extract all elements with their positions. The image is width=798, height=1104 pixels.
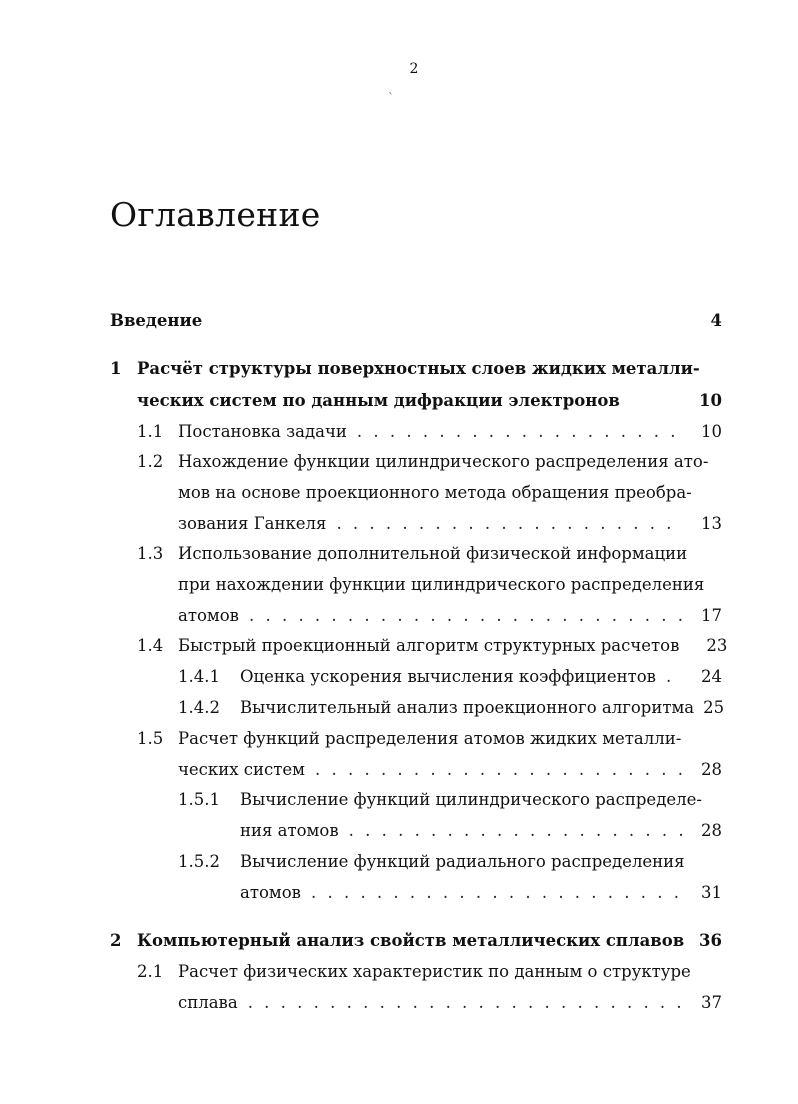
- toc-entry-page: 23: [706, 636, 728, 655]
- section-number: 1.5: [137, 729, 164, 748]
- toc-entry-text: Расчет функций распределения атомов жидких металли-: [178, 729, 682, 748]
- toc-entry-1-5-1-line2[interactable]: [240, 823, 722, 840]
- subsection-number: 1.5.1: [178, 790, 220, 809]
- toc-entry-1-5-1-line1[interactable]: [240, 792, 702, 809]
- toc-entry-text: Вычислительный анализ проекционного алгоритма: [240, 698, 695, 717]
- toc-entry-text: ческих систем: [178, 760, 305, 779]
- page-number: 2: [409, 61, 419, 77]
- toc-entry-text: при нахождении функции цилиндрического распределения: [178, 575, 705, 594]
- section-number: 1.1: [137, 422, 164, 441]
- subsection-number: 1.4.2: [178, 698, 220, 717]
- page-title: Оглавление: [110, 195, 321, 234]
- toc-entry-text: Вычисление функций цилиндрического распределе-: [240, 790, 702, 809]
- toc-entry-text: Расчёт структуры поверхностных слоев жидких металли-: [137, 359, 700, 378]
- toc-entry-1-5-line1[interactable]: [178, 731, 681, 748]
- toc-entry-1-5-2-line1[interactable]: [240, 854, 685, 871]
- leader-dots: [666, 669, 684, 686]
- leader-dots: [357, 424, 684, 441]
- toc-entry-text: Расчет физических характеристик по данным о структуре: [178, 962, 691, 981]
- section-number: 1.3: [137, 544, 164, 563]
- toc-entry-1-4-2[interactable]: [240, 698, 725, 717]
- toc-entry-page: 4: [710, 311, 722, 330]
- toc-entry-text: ческих систем по данным дифракции электронов: [137, 391, 620, 410]
- leader-dots: [311, 885, 684, 902]
- toc-entry-1-4-1[interactable]: [240, 669, 722, 686]
- toc-entry-text: ния атомов: [240, 821, 339, 840]
- toc-entry-page: 28: [701, 760, 722, 779]
- toc-entry-page: 24: [701, 667, 722, 686]
- toc-entry-text: Постановка задачи: [178, 422, 347, 441]
- toc-entry-text: Компьютерный анализ свойств металлических сплавов: [137, 931, 685, 950]
- toc-entry-1-1[interactable]: [178, 424, 722, 441]
- toc-entry-2-1-line1[interactable]: [178, 964, 691, 981]
- subsection-number: 1.5.2: [178, 852, 220, 871]
- toc-entry-1-2-line1[interactable]: [178, 454, 708, 471]
- toc-entry-page: 37: [701, 993, 722, 1012]
- toc-entry-text: атомов: [240, 883, 301, 902]
- toc-entry-1-2-line3[interactable]: [178, 516, 722, 533]
- subsection-number: 1.4.1: [178, 667, 220, 686]
- toc-entry-label: Введение: [110, 311, 203, 330]
- toc-entry-1-5-line2[interactable]: [178, 762, 722, 779]
- leader-dots: [349, 823, 684, 840]
- toc-entry-1-3-line3[interactable]: [178, 608, 722, 625]
- toc-entry-text: зования Ганкеля: [178, 514, 327, 533]
- toc-entry-1-5-2-line2[interactable]: [240, 885, 722, 902]
- section-number: 1.4: [137, 636, 164, 655]
- chapter-number: 1: [110, 359, 122, 378]
- leader-dots: [315, 762, 684, 779]
- toc-entry-1-2-line2[interactable]: [178, 485, 692, 502]
- toc-entry-text: Нахождение функции цилиндрического распределения ато-: [178, 452, 709, 471]
- toc-entry-text: Быстрый проекционный алгоритм структурных расчетов: [178, 636, 680, 655]
- toc-entry-intro[interactable]: [110, 313, 722, 330]
- toc-entry-1-4[interactable]: [178, 636, 728, 655]
- toc-entry-text: мов на основе проекционного метода обращения преобра-: [178, 483, 692, 502]
- leader-dots: [336, 516, 684, 533]
- toc-entry-text: Вычисление функций радиального распределения: [240, 852, 685, 871]
- scan-mark: `: [388, 91, 394, 105]
- toc-entry-text: Использование дополнительной физической информации: [178, 544, 688, 563]
- toc-entry-page: 10: [699, 391, 722, 410]
- toc-entry-1-3-line2[interactable]: [178, 577, 704, 594]
- toc-entry-ch2[interactable]: [137, 933, 722, 950]
- leader-dots: [249, 608, 684, 625]
- toc-entry-text: Оценка ускорения вычисления коэффициентов: [240, 667, 656, 686]
- toc-entry-page: 36: [699, 931, 722, 950]
- toc-entry-ch1-line2[interactable]: [137, 393, 722, 410]
- toc-entry-2-1-line2[interactable]: [178, 995, 722, 1012]
- toc-entry-page: 10: [701, 422, 722, 441]
- section-number: 2.1: [137, 962, 164, 981]
- chapter-number: 2: [110, 931, 122, 950]
- toc-entry-ch1-line1[interactable]: [137, 361, 700, 378]
- section-number: 1.2: [137, 452, 164, 471]
- toc-entry-page: 28: [701, 821, 722, 840]
- toc-entry-page: 17: [701, 606, 722, 625]
- toc-entry-text: сплава: [178, 993, 238, 1012]
- toc-entry-page: 31: [701, 883, 722, 902]
- toc-entry-page: 25: [703, 698, 725, 717]
- toc-entry-text: атомов: [178, 606, 239, 625]
- leader-dots: [248, 995, 684, 1012]
- toc-entry-page: 13: [701, 514, 722, 533]
- toc-entry-1-3-line1[interactable]: [178, 546, 687, 563]
